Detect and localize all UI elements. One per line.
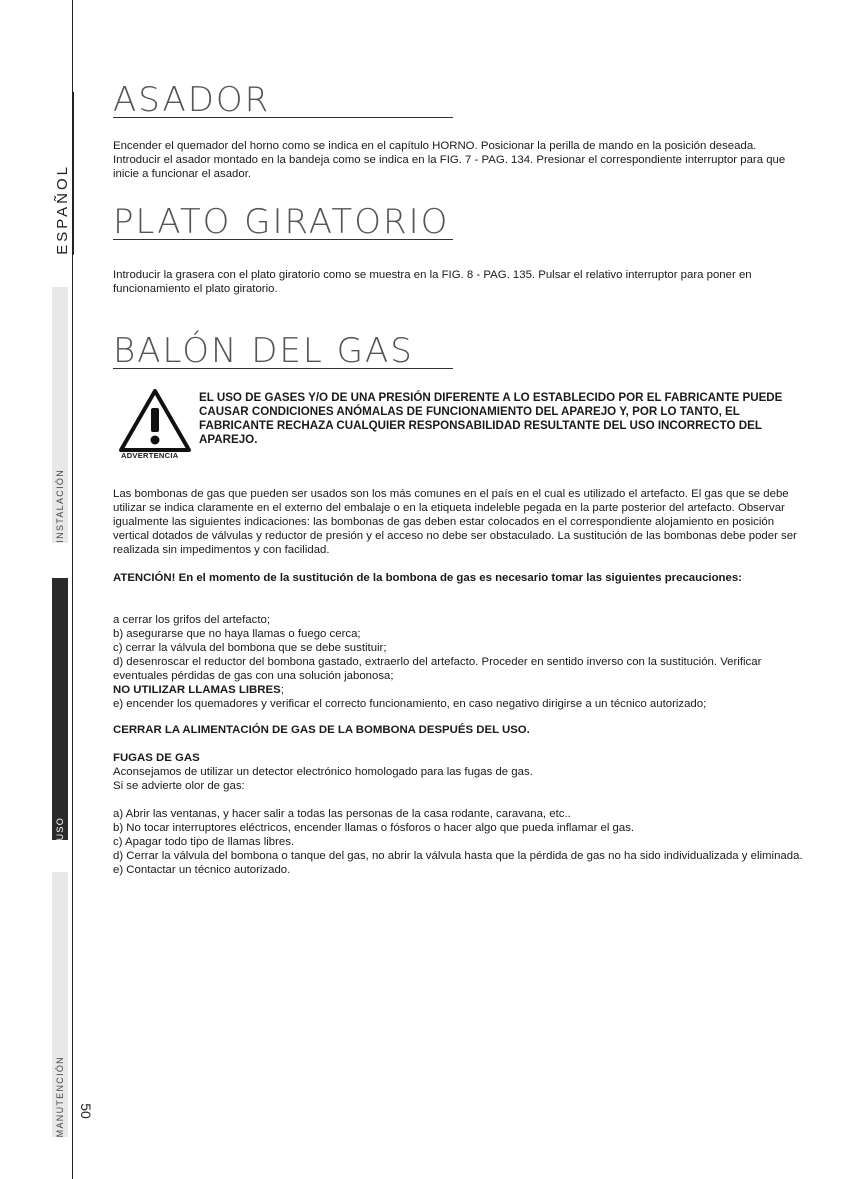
leaks-line: Aconsejamos de utilizar un detector electrónico homologado para las fugas de gas. [113, 766, 533, 778]
leaks-line: Si se advierte olor de gas: [113, 780, 245, 792]
tab-uso-label: USO [55, 816, 65, 840]
leaks-list [113, 807, 803, 877]
no-flames-warning: NO UTILIZAR LLAMAS LIBRES [113, 684, 281, 696]
list-item: a) Abrir las ventanas, y hacer salir a todas las personas de la casa rodante, caravana, etc.. [113, 808, 571, 820]
section-title-asador: ASADOR [113, 83, 453, 118]
asador-text: Encender el quemador del horno como se indica en el capítulo HORNO. Posicionar la perilla de mando en la posición deseada. Introducir el asador montado en la bandeja como se indica en la FIG. 7 - PAG. 134. Presionar el correspondiente interruptor para que inicie a funcionar el asador. [113, 140, 786, 180]
list-item: d) Cerrar la válvula del bombona o tanque del gas, no abrir la válvula hasta que la pérdida de gas no ha sido individualizada y eliminada. [113, 850, 803, 862]
list-item: e) encender los quemadores y verificar el correcto funcionamiento, en caso negativo dirigirse a un técnico autorizado; [113, 698, 707, 710]
list-item: c) Apagar todo tipo de llamas libres. [113, 836, 295, 848]
list-item [113, 683, 813, 697]
leaks-title: FUGAS DE GAS [113, 752, 200, 764]
warning-label: ADVERTENCIA [121, 451, 179, 460]
list-item: c) cerrar la válvula del bombona que se debe sustituir; [113, 642, 387, 654]
no-flames-suffix: ; [280, 684, 284, 696]
close-supply-text: CERRAR LA ALIMENTACIÓN DE GAS DE LA BOMBONA DESPUÉS DEL USO. [113, 724, 530, 736]
list-item: d) desenroscar el reductor del bombona gastado, extraerlo del artefacto. Proceder en sentido inverso con la sustitución. Verificar eventuales pérdidas de gas con una solución jabonosa; [113, 656, 762, 682]
list-item: b) No tocar interruptores eléctricos, encender llamas o fósforos o hacer algo que pueda inflamar el gas. [113, 822, 635, 834]
list-item: b) asegurarse que no haya llamas o fuego cerca; [113, 628, 361, 640]
precautions-list [113, 613, 813, 711]
plato-text: Introducir la grasera con el plato giratorio como se muestra en la FIG. 8 - PAG. 135. Pulsar el relativo interruptor para poner en funcionamiento el plato giratorio. [113, 269, 752, 295]
warning-text: EL USO DE GASES Y/O DE UNA PRESIÓN DIFERENTE A LO ESTABLECIDO POR EL FABRICANTE PUEDE CAUSAR CONDICIONES ANÓMALAS DE FUNCIONAMIENTO DEL APAREJO Y, POR LO TANTO, EL FABRICANTE RECHAZA CUALQUIER RESPONSABILIDAD RESULTANTE DEL USO INCORRECTO DEL APAREJO. [199, 391, 783, 446]
tab-manutencion[interactable] [52, 872, 68, 1137]
language-label: ESPAÑOL [54, 92, 74, 255]
language-tab [55, 0, 73, 255]
tab-instalacion[interactable] [52, 287, 68, 543]
tab-manutencion-label: MANUTENCIÓN [55, 1055, 65, 1137]
leaks-block [113, 751, 803, 793]
tab-uso[interactable] [52, 578, 68, 840]
gas-intro: Las bombonas de gas que pueden ser usados son los más comunes en el país en el cual es utilizado el artefacto. El gas que se debe utilizar se indica claramente en el externo del embalaje o en la etiqueta indeleble pegada en la parte posterior del artefacto. Observar igualmente las siguientes indicaciones: las bombonas de gas deben estar colocados en el correspondiente alojamiento en posición vertical dotados de válvulas y reductor de presión y el acceso no debe ser obstaculado. La sustitución de las bombonas debe poder ser realizada sin impedimentos y con facilidad. [113, 488, 797, 556]
list-item: a cerrar los grifos del artefacto; [113, 614, 271, 626]
page-number: 50 [77, 1103, 94, 1119]
section-title-plato: PLATO GIRATORIO [113, 205, 453, 240]
attention-text: ATENCIÓN! En el momento de la sustitución de la bombona de gas es necesario tomar las siguientes precauciones: [113, 572, 742, 584]
section-title-balon: BALÓN DEL GAS [113, 334, 453, 369]
list-item: e) Contactar un técnico autorizado. [113, 864, 291, 876]
tab-instalacion-label: INSTALACIÓN [55, 469, 65, 543]
warning-box [113, 388, 803, 463]
